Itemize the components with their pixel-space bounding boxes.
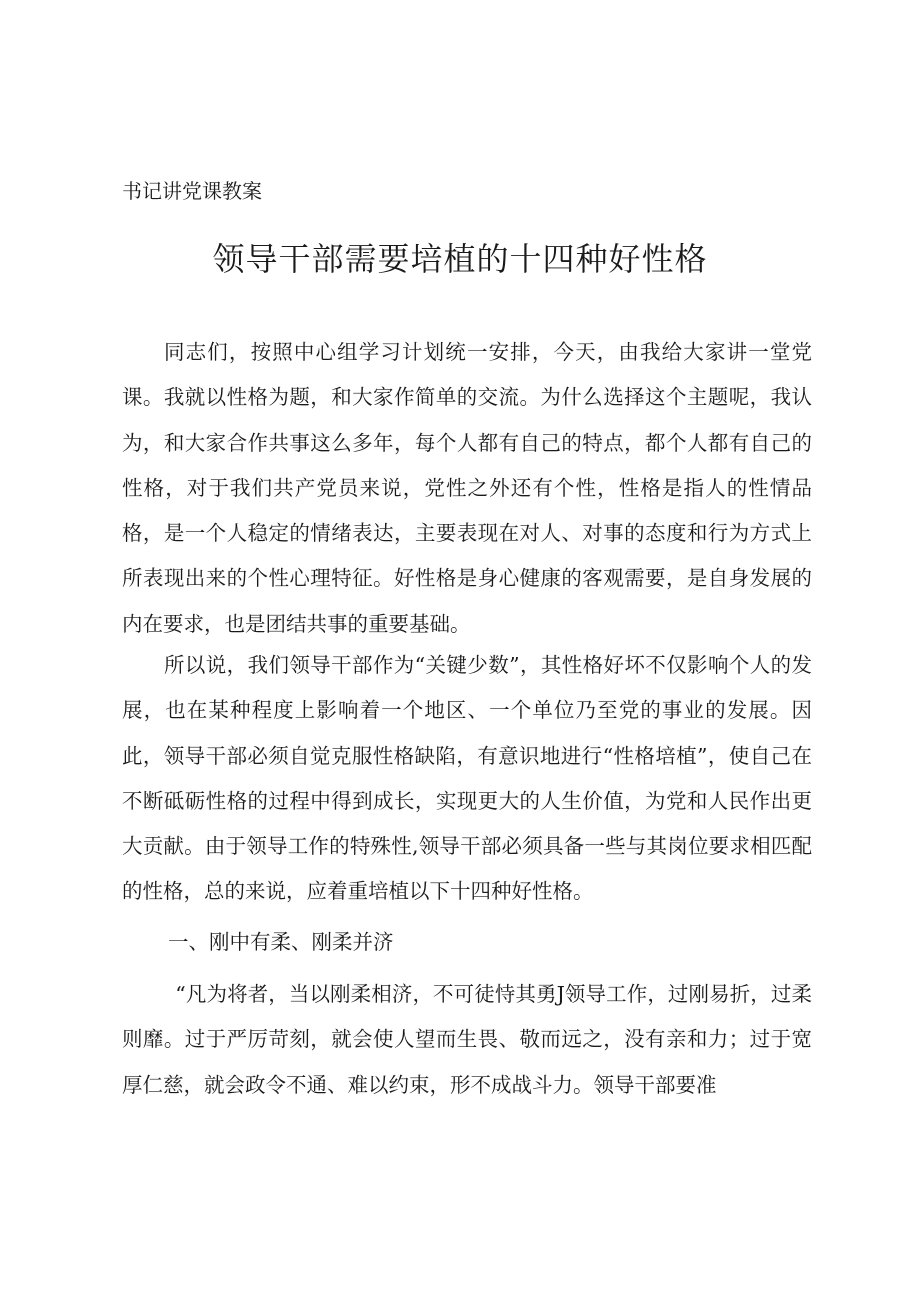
section-heading: 一、刚中有柔、刚柔并济: [168, 930, 394, 954]
intro-paragraph: 同志们，按照中心组学习计划统一安排，今天，由我给大家讲一堂党课。我就以性格为题，和大家作简单的交流。为什么选择这个主题呢，我认为，和大家合作共事这么多年，每个人都有自己的特点，都个人都有自己的性格，对于我们共产党员来说，党性之外还有个性，性格是指人的性情品格，是一个人稳定的情绪表达，主要表现在对人、对事的态度和行为方式上所表现出来的个性心理特征。好性格是身心健康的客观需要，是自身发展的内在要求，也是团结共事的重要基础。: [122, 340, 812, 636]
document-title: 领导干部需要培植的十四种好性格: [212, 240, 708, 278]
second-paragraph: 所以说，我们领导干部作为“关键少数”，其性格好坏不仅影响个人的发展，也在某种程度上影响着一个地区、一个单位乃至党的事业的发展。因此，领导干部必须自觉克服性格缺陷，有意识地进行“性格培植”，使自己在不断砥砺性格的过程中得到成长，实现更大的人生价值，为党和人民作出更大贡献。由于领导工作的特殊性,领导干部必须具备一些与其岗位要求相匹配的性格，总的来说，应着重培植以下十四种好性格。: [122, 653, 812, 904]
document-label: 书记讲党课教案: [122, 179, 262, 203]
section-paragraph: “凡为将者，当以刚柔相济，不可徒恃其勇J领导工作，过刚易折，过柔则靡。过于严厉苛刻，就会使人望而生畏、敬而远之，没有亲和力；过于宽厚仁慈，就会政令不通、难以约束，形不成战斗力。领导干部要准: [122, 982, 812, 1097]
